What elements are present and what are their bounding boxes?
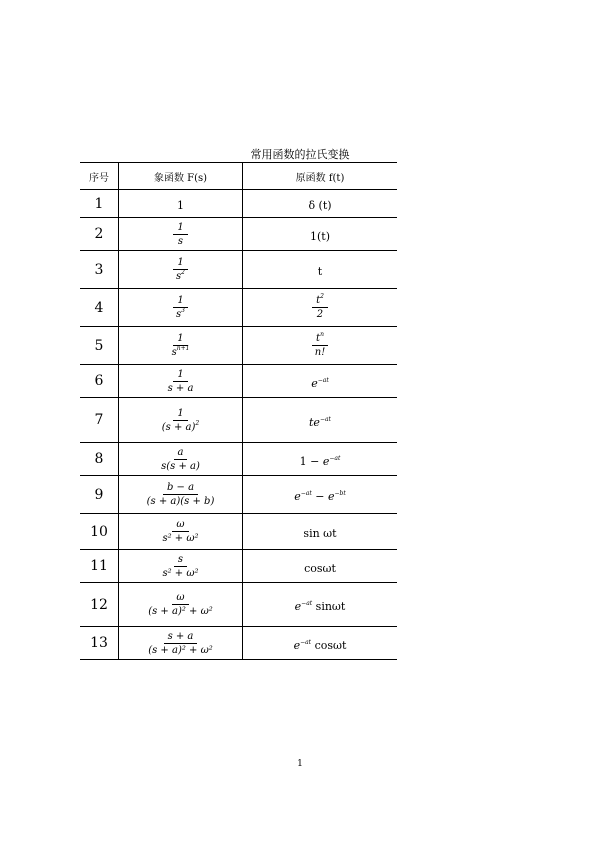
image-function-fraction-denominator-exponent: 2: [195, 419, 200, 427]
original-expression: [294, 490, 346, 503]
original-suffix: sinωt: [312, 600, 346, 613]
table-row: [80, 514, 397, 550]
image-function-fraction: [143, 482, 219, 507]
image-function-fraction-denominator-text: (s + a)² + ω²: [148, 644, 213, 656]
row-index: 10: [80, 514, 119, 550]
image-function-fraction-numerator: [172, 519, 188, 532]
original-fraction-denominator: [313, 308, 327, 320]
image-function-fraction-numerator: [163, 482, 198, 495]
original-exponent: −at: [300, 638, 312, 646]
image-function-fraction-denominator: [144, 605, 217, 617]
laplace-table: [80, 162, 397, 660]
original-base-2: e: [327, 490, 335, 503]
image-function-fraction-numerator-text: a: [177, 446, 184, 458]
original-text: cosωt: [304, 561, 336, 575]
original-expression: [318, 265, 322, 278]
image-function-fraction-denominator-text: (s + a)(s + b): [146, 496, 215, 507]
original-expression: [310, 230, 330, 243]
image-function-fraction-denominator-text: s(s + a): [161, 460, 200, 472]
table-row: [80, 190, 397, 218]
table-header-row: [80, 163, 397, 190]
table-row: [80, 627, 397, 660]
image-function-fraction-numerator: [173, 408, 187, 421]
page-number: 1: [297, 759, 303, 769]
original-fraction-denominator-text: 2: [316, 309, 324, 320]
original-function-cell: [243, 218, 398, 251]
original-function-cell: [243, 327, 398, 365]
image-function-cell: [119, 514, 243, 550]
original-fraction-numerator-exponent: n: [320, 331, 324, 338]
original-fraction: [312, 295, 328, 320]
table-row: [80, 289, 397, 327]
row-index: 7: [80, 398, 119, 443]
image-function-fraction-denominator: [158, 567, 202, 579]
image-function-fraction: [173, 222, 187, 247]
row-index: 3: [80, 251, 119, 289]
original-expression: [295, 600, 346, 613]
image-function-fraction-denominator-text: (s + a)² + ω²: [148, 606, 213, 617]
table-row: [80, 443, 397, 476]
original-expression: [300, 455, 341, 468]
header-original-function: 原函数 f(t): [243, 163, 398, 190]
original-base: e: [294, 600, 302, 613]
image-function-fraction-denominator: [168, 346, 194, 358]
image-function-fraction-numerator: [164, 631, 198, 644]
original-exponent: −at: [317, 376, 329, 384]
table-row: [80, 251, 397, 289]
image-function-fraction-numerator-text: 1: [177, 368, 184, 380]
original-exponent: −at: [300, 490, 312, 497]
image-function-fraction-denominator-exponent: 3: [181, 307, 185, 314]
image-function-fraction: [172, 295, 189, 320]
table-row: [80, 218, 397, 251]
original-function-cell: [243, 190, 398, 218]
original-base: e: [293, 638, 301, 652]
table-row: [80, 476, 397, 514]
image-function-fraction-denominator: [158, 421, 203, 433]
image-function-fraction-denominator: [172, 308, 189, 320]
row-index: 12: [80, 583, 119, 627]
original-text: 1(t): [309, 229, 330, 243]
original-exponent: −at: [319, 415, 331, 423]
image-function-fraction-numerator-text: ω: [176, 592, 185, 603]
image-function-cell: [119, 289, 243, 327]
image-function-fraction-denominator-text: s + a: [167, 382, 194, 394]
image-function-fraction-denominator-exponent: n+1: [176, 345, 190, 352]
table-row: [80, 550, 397, 583]
original-expression: [308, 199, 331, 212]
image-function-fraction-denominator: [172, 270, 189, 282]
original-function-cell: [243, 289, 398, 327]
row-index: 4: [80, 289, 119, 327]
image-function-fraction-denominator-text: s: [177, 235, 184, 247]
row-index: 2: [80, 218, 119, 251]
image-function-fraction: [158, 554, 202, 579]
image-function-fraction-denominator-text: s² + ω²: [162, 533, 199, 544]
table-row: [80, 398, 397, 443]
image-function-fraction: [144, 592, 217, 617]
original-function-cell: [243, 251, 398, 289]
original-exponent: −at: [329, 454, 341, 462]
image-function-fraction-numerator: [173, 369, 187, 382]
table-row: [80, 327, 397, 365]
image-function-fraction-numerator-text: 1: [177, 257, 184, 268]
image-function-fraction-denominator: [157, 460, 204, 472]
image-function-cell: [119, 190, 243, 218]
original-fraction: [311, 333, 329, 358]
image-function-cell: [119, 327, 243, 365]
image-function-fraction-numerator: [172, 592, 188, 605]
image-function-fraction: [144, 631, 217, 656]
original-exponent: −at: [301, 600, 313, 607]
original-function-cell: [243, 398, 398, 443]
header-image-function: 象函数 F(s): [119, 163, 243, 190]
original-expression: [303, 527, 336, 540]
image-function-fraction-denominator-exponent: 2: [181, 269, 185, 276]
page-title: 常用函数的拉氏变换: [250, 148, 350, 161]
image-function-fraction-numerator-text: s + a: [167, 630, 194, 642]
original-function-cell: [243, 365, 398, 398]
image-function-fraction-numerator: [173, 222, 187, 235]
image-function-fraction-numerator-text: s: [177, 553, 184, 565]
image-function-fraction-numerator: [174, 447, 188, 460]
image-function-fraction: [168, 333, 194, 358]
image-function-fraction-denominator-text: s: [176, 271, 182, 282]
row-index: 8: [80, 443, 119, 476]
image-function-fraction-numerator-text: 1: [177, 295, 184, 306]
original-function-cell: [243, 514, 398, 550]
original-function-cell: [243, 627, 398, 660]
original-expression: [294, 639, 347, 652]
original-function-cell: [243, 476, 398, 514]
original-text: δ (t): [308, 199, 332, 212]
image-function-fraction-numerator-text: ω: [176, 519, 185, 530]
image-function-fraction-denominator: [144, 644, 217, 656]
original-fraction-denominator: [311, 346, 329, 358]
image-function-fraction-numerator-text: 1: [177, 221, 184, 233]
image-function-fraction-denominator: [174, 235, 187, 247]
original-fraction-numerator: [312, 295, 328, 308]
original-suffix: cosωt: [311, 638, 347, 652]
original-fraction-numerator-text: t: [316, 333, 321, 344]
image-function-cell: [119, 218, 243, 251]
original-base: e: [294, 490, 301, 503]
image-function-fraction-denominator: [143, 495, 219, 507]
original-text: t: [317, 265, 323, 278]
original-function-cell: [243, 583, 398, 627]
table-body: [80, 190, 397, 660]
image-function-fraction: [158, 519, 202, 544]
image-function-fraction-denominator: [158, 532, 202, 544]
original-expression: [309, 416, 331, 429]
original-expression: [304, 562, 336, 575]
header-index: 序号: [80, 163, 119, 190]
original-base: te: [309, 415, 320, 429]
row-index: 9: [80, 476, 119, 514]
image-function-cell: [119, 550, 243, 583]
table-row: [80, 583, 397, 627]
original-base: e: [311, 376, 318, 390]
original-prefix: 1 −: [299, 454, 323, 468]
image-function-cell: [119, 476, 243, 514]
original-fraction-denominator-text: n!: [314, 347, 326, 358]
original-expression: [311, 377, 329, 390]
row-index: 5: [80, 327, 119, 365]
image-function-cell: [119, 365, 243, 398]
original-fraction-numerator-exponent: 2: [320, 293, 324, 300]
original-exponent-2: −bt: [334, 490, 346, 497]
image-function-fraction: [164, 369, 198, 394]
row-index: 6: [80, 365, 119, 398]
image-function-fraction-numerator-text: 1: [177, 407, 184, 419]
image-function-fraction-numerator: [174, 554, 187, 567]
image-function-fraction-numerator-text: 1: [177, 333, 184, 344]
image-function-fraction-denominator-text: s: [171, 347, 177, 358]
original-function-cell: [243, 550, 398, 583]
image-function-cell: [119, 583, 243, 627]
row-index: 13: [80, 627, 119, 660]
image-function-cell: [119, 627, 243, 660]
original-base: e: [322, 454, 330, 468]
image-function-fraction: [158, 408, 203, 433]
image-function-cell: [119, 251, 243, 289]
original-operator: −: [311, 490, 328, 503]
image-function-text: 1: [177, 199, 184, 212]
image-function-fraction: [157, 447, 204, 472]
table-row: [80, 365, 397, 398]
image-function-fraction-numerator-text: b − a: [166, 482, 195, 493]
original-function-cell: [243, 443, 398, 476]
image-function-fraction-denominator: [164, 382, 198, 394]
original-fraction-numerator: [312, 333, 328, 346]
row-index: 1: [80, 190, 119, 218]
image-function-fraction-denominator-text: (s + a): [161, 421, 196, 433]
image-function-cell: [119, 443, 243, 476]
original-fraction-numerator-text: t: [316, 295, 321, 306]
original-text: sin ωt: [303, 527, 337, 540]
image-function-fraction: [172, 257, 189, 282]
row-index: 11: [80, 550, 119, 583]
image-function-fraction-denominator-text: s: [176, 309, 182, 320]
image-function-fraction-denominator-text: s² + ω²: [162, 567, 199, 579]
image-function-cell: [119, 398, 243, 443]
